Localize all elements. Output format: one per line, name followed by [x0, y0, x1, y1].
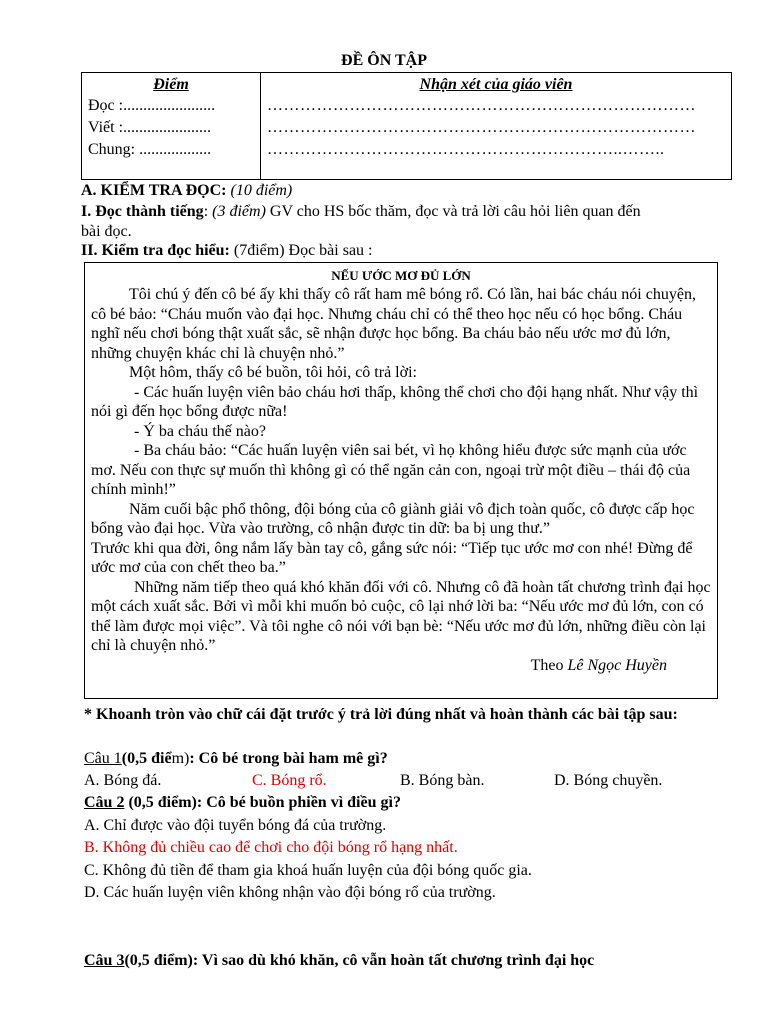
- passage-paragraph: Những năm tiếp theo quá khó khăn đối với cô. Nhưng cô đã hoàn tất chương trình đại học một cách xuất sắc. Bởi vì mỗi khi muốn bỏ cuộc, cô lại nhớ lời ba: “Nếu ước mơ đủ lớn, con có thể làm được mọi việc”. Và tôi nghe cô nói với bạn bè: “Nếu ước mơ đủ lớn, những điều còn lại chỉ là chuyện nhỏ.”: [91, 578, 711, 654]
- section-a-heading: [81, 181, 741, 201]
- q2-option-a[interactable]: A. Chỉ được vào đội tuyển bóng đá của trường.: [84, 817, 387, 834]
- part2-label: II. Kiểm tra đọc hiểu:: [81, 242, 230, 259]
- score-reading: Đọc :.......................: [88, 97, 216, 114]
- part1-text-cont: bài đọc.: [81, 223, 132, 240]
- page-title: ĐỀ ÔN TẬP: [341, 52, 427, 69]
- question-1-options: [84, 770, 734, 792]
- instruction: * Khoanh tròn vào chữ cái đặt trước ý trả lời đúng nhất và hoàn thành các bài tập sau:: [84, 706, 678, 723]
- score-cell: [82, 73, 261, 180]
- passage-paragraph: Năm cuối bậc phổ thông, đội bóng của cô giành giải vô địch toàn quốc, cô được cấp học bổng vào đại học. Vừa vào trường, cô nhận được tin dữ: ba bị ung thư.”: [91, 500, 695, 537]
- author-prefix: Theo: [530, 656, 564, 674]
- question-3: [84, 950, 734, 972]
- passage-title: NẾU ƯỚC MƠ ĐỦ LỚN: [331, 268, 471, 283]
- passage-paragraph: - Ý ba cháu thế nào?: [134, 422, 266, 440]
- q1-option-b[interactable]: B. Bóng bàn.: [400, 772, 485, 789]
- question-3-label: Câu 3: [84, 952, 125, 969]
- q2-option-c[interactable]: C. Không đủ tiền để tham gia khoá huấn luyện của đội bóng quốc gia.: [84, 862, 532, 879]
- question-2-label: Câu 2: [84, 794, 125, 811]
- q2-option-d[interactable]: D. Các huấn luyện viên không nhận vào đội bóng rổ của trường.: [84, 884, 496, 901]
- comment-line: ……………………………………………………………………: [267, 97, 696, 114]
- score-writing: Viết :......................: [88, 119, 212, 136]
- question-2: [84, 792, 734, 814]
- part2-heading: [81, 241, 741, 261]
- part1-label: I. Đọc thành tiếng: [81, 203, 204, 220]
- passage-paragraph: Tôi chú ý đến cô bé ấy khi thấy cô rất ham mê bóng rổ. Có lần, hai bác cháu nói chuyện, cô bé bảo: “Cháu muốn vào đại học. Nhưng cháu chỉ có thể theo học nếu có học bổng. Cháu nghĩ nếu chơi bóng thật xuất sắc, sẽ nhận được học bổng. Ba cháu bảo nếu ước mơ đủ lớn, những chuyện khác chỉ là chuyện nhỏ.”: [91, 286, 696, 362]
- score-total: Chung: ..................: [88, 141, 212, 158]
- section-a-label: A. KIỂM TRA ĐỌC:: [81, 182, 227, 199]
- question-3-text: (0,5 điểm): Vì sao dù khó khăn, cô vẫn hoàn tất chương trình đại học: [124, 952, 595, 969]
- comment-header: Nhận xét của giáo viên: [419, 76, 573, 93]
- part1-points: (3 điểm): [212, 203, 266, 220]
- question-2-text: (0,5 điểm): Cô bé buồn phiền vì điều gì?: [124, 794, 401, 811]
- passage-paragraph: - Ba cháu bảo: “Các huấn luyện viên sai bét, vì họ không hiểu được sức mạnh của ước mơ. Nếu con thực sự muốn thì không gì có thể ngăn cản con, ngoại trừ một điều – thái độ của chính mình!”: [91, 442, 691, 498]
- part2-text: (7điểm) Đọc bài sau :: [233, 242, 373, 259]
- question-1: [84, 748, 734, 770]
- reading-passage: [84, 262, 718, 699]
- passage-author: [91, 656, 711, 676]
- part1-paragraph: I. Đọc thành tiếng: (3 điểm) GV cho HS bốc thăm, đọc và trả lời câu hỏi liên quan đến bài đọc.: [81, 203, 641, 240]
- comment-line: ……………………………………………………………………: [267, 119, 696, 136]
- teacher-comment-cell: [261, 73, 732, 180]
- score-header: Điểm: [153, 76, 189, 93]
- section-a-points: (10 điểm): [230, 182, 293, 199]
- question-1-points-rest: m): [171, 750, 190, 767]
- q2-option-b[interactable]: B. Không đủ chiều cao để chơi cho đội bóng rổ hạng nhất.: [84, 839, 458, 856]
- passage-paragraph: - Các huấn luyện viên bảo cháu hơi thấp, không thể chơi cho đội hạng nhất. Như vậy thì nói gì đến học bổng được nữa!: [91, 383, 699, 420]
- passage-paragraph: Trước khi qua đời, ông nắm lấy bàn tay cô, gắng sức nói: “Tiếp tục ước mơ con nhé! Đừng để ước mơ của con chết theo ba.”: [91, 539, 693, 576]
- author-name: Lê Ngọc Huyền: [567, 656, 667, 674]
- question-1-text: : Cô bé trong bài ham mê gì?: [189, 750, 388, 767]
- question-1-label: Câu 1: [84, 750, 122, 767]
- q1-option-d[interactable]: D. Bóng chuyền.: [554, 772, 663, 789]
- score-table: [81, 72, 732, 180]
- comment-line: ………………………………………………………..……..: [267, 141, 665, 158]
- q1-option-c[interactable]: C. Bóng rổ.: [252, 772, 327, 789]
- passage-paragraph: Một hôm, thấy cô bé buồn, tôi hỏi, cô trả lời:: [129, 364, 417, 381]
- q1-option-a[interactable]: A. Bóng đá.: [84, 772, 162, 789]
- question-1-points: (0,5 điể: [121, 750, 172, 767]
- part1-text: GV cho HS bốc thăm, đọc và trả lời câu hỏi liên quan đến: [269, 203, 641, 220]
